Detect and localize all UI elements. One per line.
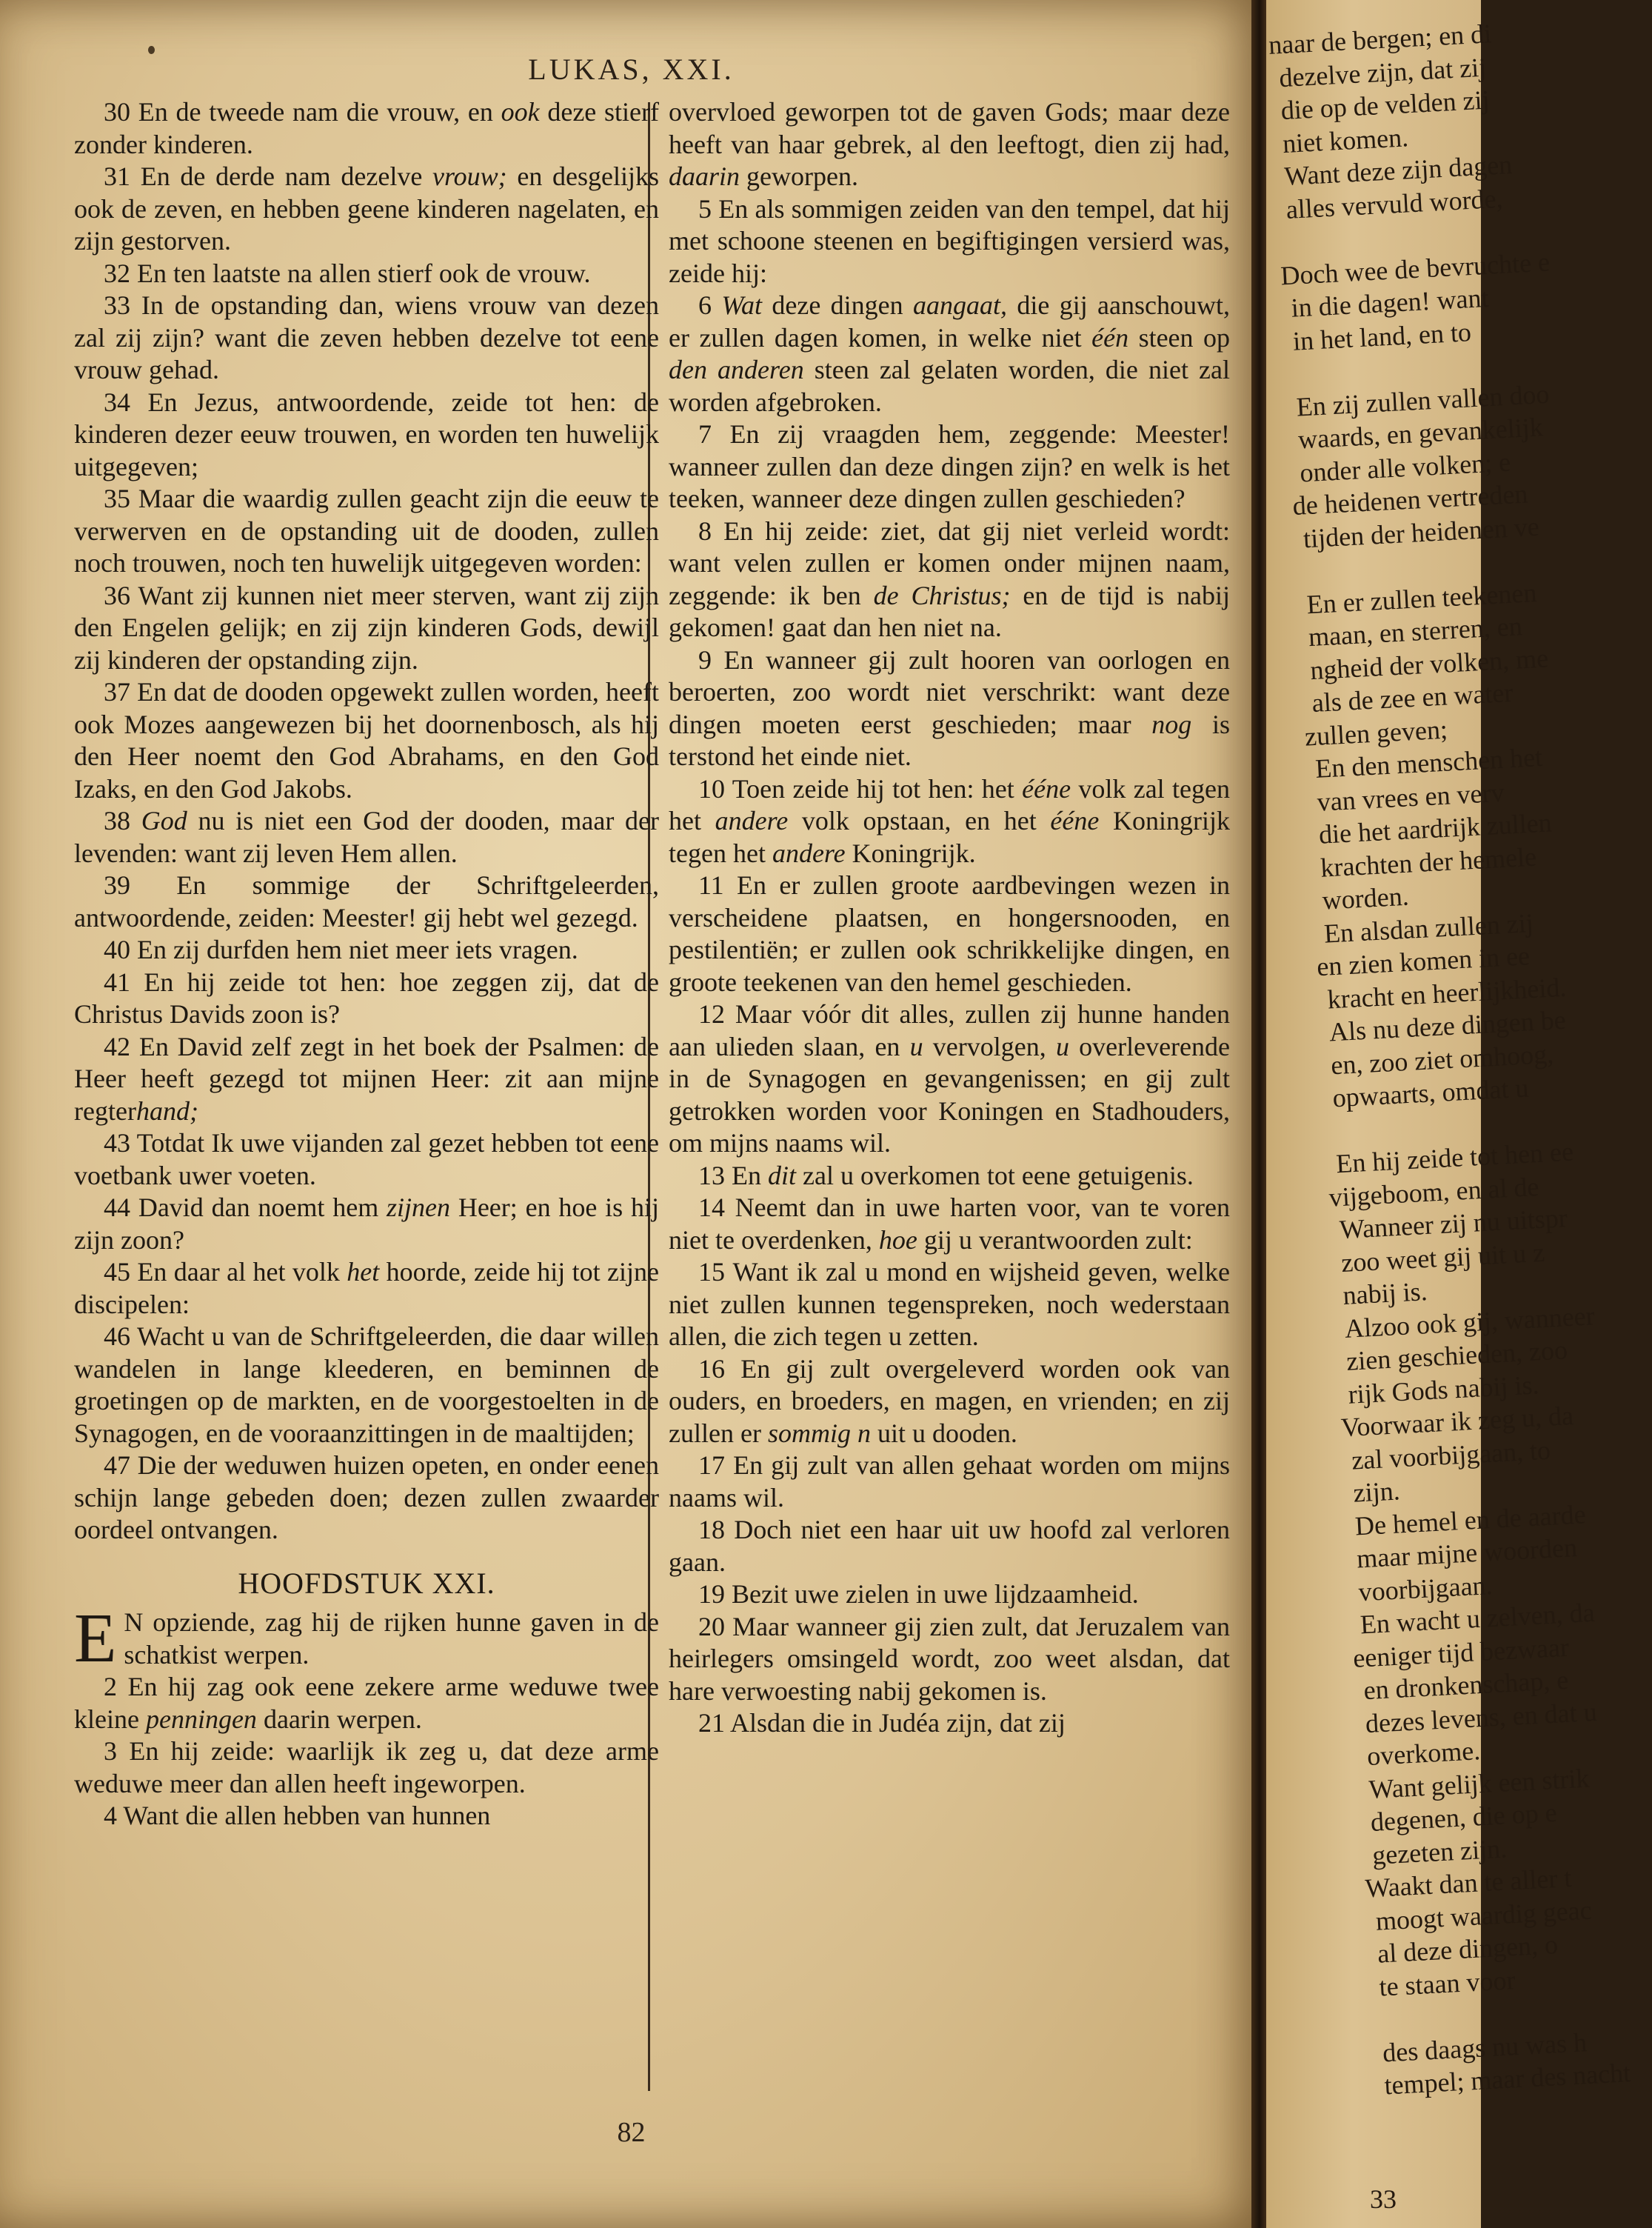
verse-text: God nu is niet een God der dooden, maar der levenden: want zij leven Hem allen.: [74, 806, 659, 868]
verse: [74, 805, 659, 870]
verse-text: Toen zeide hij tot hen: het ééne volk zal tegen het andere volk opstaan, en het ééne Koningrijk tegen het andere Koningrijk.: [669, 773, 1230, 868]
verse: [74, 1031, 659, 1128]
verse-number: 6: [698, 290, 712, 320]
verse-text: overvloed geworpen tot de gaven Gods; maar deze heeft van haar gebrek, al den leeftogt, dien zij had, daarin geworpen.: [669, 97, 1230, 191]
right-page-line: rijk Gods nabij is.: [1347, 1369, 1540, 1410]
verse-text: En als sommigen zeiden van den tempel, dat hij met schoone steenen en begiftigingen versierd was, zeide hij:: [669, 193, 1230, 288]
verse-text: En zij durfden hem niet meer iets vragen.: [137, 935, 578, 964]
verse: [669, 1578, 1230, 1611]
verse-text: En wanneer gij zult hooren van oorlogen en beroerten, zoo wordt niet verschrikt: want deze dingen moeten eerst geschieden; maar nog is terstond het einde niet.: [669, 644, 1230, 771]
verse-number: 14: [698, 1193, 725, 1222]
verse: [74, 290, 659, 387]
verse-text: Want zij kunnen niet meer sterven, want zij zijn den Engelen gelijk; en zij zijn kinderen Gods, dewijl zij kinderen der opstanding zijn.: [74, 580, 659, 675]
verse-text: Alsdan die in Judéa zijn, dat zij: [730, 1708, 1066, 1738]
verse: [669, 1256, 1230, 1353]
verse: [74, 1256, 659, 1321]
right-page-line: zal voorbijgaan, to: [1351, 1435, 1551, 1475]
running-head: LUKAS, XXI.: [528, 53, 735, 86]
right-page-line: Als nu deze dingen be: [1328, 1004, 1567, 1047]
right-page-line: naar de bergen; en di: [1268, 19, 1493, 60]
verse-text: En hij zeide: waarlijk ik zeg u, dat deze arme weduwe meer dan allen heeft ingeworpen.: [74, 1736, 659, 1798]
verse: [74, 967, 659, 1031]
verse-text: En de tweede nam die vrouw, en ook deze stierf zonder kinderen.: [74, 97, 660, 159]
verse-text: En hij zag ook eene zekere arme weduwe twee kleine penningen daarin werpen.: [74, 1672, 659, 1734]
right-page-line: al deze dingen, o: [1377, 1930, 1559, 1969]
verse-text: Maar vóór dit alles, zullen zij hunne handen aan ulieden slaan, en u vervolgen, u overleverende in de Synagogen en gevangenissen; en gij zult getrokken worden voor Koningen en Stadhouders, om mijns naams wil.: [669, 999, 1231, 1158]
right-page-line: En hij zeide tot hen ee: [1335, 1136, 1574, 1179]
verse-text: Doch niet een haar uit uw hoofd zal verloren gaan.: [669, 1515, 1230, 1577]
right-page-line: tijden der heidenen ve: [1302, 511, 1540, 553]
verse: [74, 580, 659, 677]
book-gutter: [1251, 0, 1268, 2228]
verse-text: David dan noemt hem zijnen Heer; en hoe is hij zijn zoon?: [74, 1193, 660, 1255]
verse: [74, 1192, 659, 1256]
verse: [669, 870, 1230, 998]
verse-number: 31: [104, 161, 130, 191]
right-page-line: En er zullen teekenen: [1305, 577, 1538, 619]
verse-text: Want die allen hebben van hunnen: [123, 1801, 491, 1830]
verse-text: Totdat Ik uwe vijanden zal gezet hebben tot eene voetbank uwer voeten.: [74, 1128, 659, 1190]
right-page-line: zoo weet gij uit u z: [1340, 1237, 1545, 1278]
verse-number: 46: [104, 1321, 130, 1351]
right-page-line: vijgeboom, en al de: [1328, 1171, 1540, 1213]
verse-number: 45: [104, 1257, 130, 1287]
verse-number: 13: [698, 1160, 725, 1190]
right-page-line: moogt waardig geac: [1374, 1895, 1593, 1936]
right-page-line: gezeten zijn.: [1371, 1832, 1508, 1870]
verse: [669, 1514, 1230, 1578]
verse-number: 7: [698, 419, 712, 449]
verse-text: En hij zeide: ziet, dat gij niet verleid wordt: want velen zullen er komen onder mijnen naam, zeggende: ik ben de Christus; en de tijd is nabij gekomen! gaat dan hen niet na.: [669, 516, 1230, 642]
verse: [669, 1611, 1230, 1708]
verse: [74, 1735, 659, 1800]
right-page-line: Wanneer zij nu uitspr: [1338, 1203, 1568, 1245]
verse-text: Die der weduwen huizen opeten, en onder eenen schijn lange gebeden doen; dezen zullen zwaarder oordeel ontvangen.: [74, 1450, 660, 1544]
verse-number: 17: [698, 1450, 725, 1480]
right-page-line: Want deze zijn dagen: [1283, 149, 1514, 192]
page-number: 82: [617, 2117, 646, 2148]
verse-text: Wat deze dingen aangaat, die gij aanschouwt, er zullen dagen komen, in welke niet één steen op den anderen steen zal gelaten worden, die niet zal worden afgebroken.: [669, 290, 1231, 417]
right-page-line: als de zee en water: [1311, 677, 1514, 718]
right-page-line: niet komen.: [1282, 121, 1409, 159]
right-page-line: en, zoo ziet omhoog,: [1330, 1038, 1554, 1080]
verse-number: 40: [104, 935, 130, 964]
verse: [74, 258, 659, 290]
right-page-line: Alzoo ook gij, wanneer: [1343, 1300, 1596, 1344]
verse-text: En gij zult van allen gehaat worden om mijns naams wil.: [669, 1450, 1231, 1512]
verse-number: 10: [698, 773, 725, 804]
verse: [74, 387, 659, 484]
verse: [74, 483, 659, 580]
verse: [74, 1321, 659, 1450]
ink-spot: [148, 46, 155, 54]
verse-text: En hij zeide tot hen: hoe zeggen zij, dat de Christus Davids zoon is?: [74, 967, 659, 1029]
right-page-line: zullen geven;: [1304, 714, 1448, 752]
right-page-line: in die dagen! want: [1290, 282, 1490, 323]
right-page-line: En zij zullen vallen doo: [1295, 378, 1551, 422]
verse: [669, 516, 1230, 644]
right-column: [669, 96, 1230, 1740]
verse-text: En zij vraagden hem, zeggende: Meester! wanneer zullen dan deze dingen zijn? en welk is het teeken, wanneer deze dingen zullen geschieden?: [669, 419, 1230, 513]
right-page-line: voorbijgaan.: [1357, 1570, 1494, 1607]
right-page-line: die het aardrijk zullen: [1318, 807, 1553, 850]
verse-text: En dat de dooden opgewekt zullen worden, heeft ook Mozes aangewezen bij het doornenbosch, als hij den Heer noemt den God Abrahams, en den God Izaks, en den God Jakobs.: [74, 677, 659, 804]
verse-number: 8: [698, 516, 712, 546]
verse-text: En sommige der Schriftgeleerden, antwoordende, zeiden: Meester! gij hebt wel gezegd.: [74, 870, 659, 933]
verse-text: Maar wanneer gij zien zult, dat Jeruzalem van heirlegers omsingeld wordt, zoo weet alsdan, dat hare verwoesting nabij gekomen is.: [669, 1611, 1231, 1706]
verse: [669, 96, 1230, 193]
verse-number: 3: [104, 1736, 117, 1766]
right-page-line: degenen, die op e: [1369, 1797, 1558, 1837]
right-page-line: kracht en heerlijkheid.: [1326, 972, 1568, 1014]
verse-number: 38: [104, 806, 130, 836]
right-page-line: Want gelijk een strik: [1368, 1762, 1591, 1804]
verse: [74, 96, 659, 161]
verse: [74, 161, 659, 258]
verse-text: In de opstanding dan, wiens vrouw van dezen zal zij zijn? want die zeven hebben dezelve tot eene vrouw gehad.: [74, 290, 660, 384]
verse: [74, 1800, 659, 1832]
verse-number: 37: [104, 677, 130, 707]
chapter-first-verse: [74, 1600, 659, 1677]
right-page-line: onder alle volken; e: [1299, 447, 1511, 487]
verse-text: En daar al het volk het hoorde, zeide hij tot zijne discipelen:: [74, 1257, 660, 1319]
right-page-line: ngheid der volken, me: [1309, 642, 1549, 685]
chapter-heading: HOOFDSTUK XXI.: [238, 1566, 495, 1600]
right-page-line: En alsdan zullen zij: [1323, 907, 1534, 949]
right-page-number: 33: [1370, 2184, 1397, 2214]
right-page-line: maar mijne woorden: [1356, 1532, 1578, 1574]
verse-text: Maar die waardig zullen geacht zijn die eeuw te verwerven en de opstanding uit de dooden, zullen noch trouwen, noch ten huwelijk uitgegeven worden:: [74, 484, 659, 578]
verse-number: 11: [698, 870, 724, 900]
right-page-line: dezelve zijn, dat zij: [1278, 52, 1488, 93]
verse-text: En de derde nam dezelve vrouw; en desgelijks ook de zeven, en hebben geene kinderen nagelaten, en zijn gestorven.: [74, 161, 660, 256]
verse: [669, 998, 1230, 1160]
right-page-line: die op de velden zij: [1280, 84, 1491, 126]
right-page-line: worden.: [1321, 881, 1410, 915]
verse: [669, 418, 1230, 516]
verse: [669, 1450, 1230, 1514]
verse-number: 34: [104, 387, 130, 417]
verse: [669, 1353, 1230, 1450]
verse-number: 36: [104, 580, 130, 610]
verse-text: N opziende, zag hij de rijken hunne gaven in de schatkist werpen.: [124, 1607, 659, 1670]
verse: [669, 193, 1230, 290]
verse-text: En er zullen groote aardbevingen wezen in verscheidene plaatsen, en hongersnooden, en pestilentiën; er zullen ook schrikkelijke dingen, en groote teekenen van den hemel geschieden.: [669, 870, 1230, 997]
right-page-line: zien geschieden, zoo: [1345, 1335, 1568, 1376]
right-page: [1266, 0, 1632, 2228]
verse-number: 30: [104, 97, 130, 127]
verse-number: 21: [698, 1708, 725, 1738]
verse-number: 35: [104, 484, 130, 513]
verse-number: 19: [698, 1579, 725, 1609]
verse-text: En gij zult overgeleverd worden ook van ouders, en broeders, en magen, en vrienden; en zij zullen er sommig n uit u dooden.: [669, 1353, 1230, 1448]
right-page-line: En den menschen het: [1314, 741, 1543, 784]
verse: [669, 1192, 1230, 1256]
verse-number: 15: [698, 1257, 725, 1287]
drop-cap: E: [74, 1600, 117, 1677]
verse-text: Neemt dan in uwe harten voor, van te voren niet te overdenken, hoe gij u verantwoorden zult:: [669, 1193, 1231, 1255]
verse-text: Bezit uwe zielen in uwe lijdzaamheid.: [732, 1579, 1139, 1609]
verse-number: 44: [104, 1193, 130, 1222]
right-page-line: te staan voor: [1378, 1964, 1516, 2002]
verse-text: En ten laatste na allen stierf ook de vrouw.: [137, 258, 591, 288]
verse-number: 20: [698, 1611, 725, 1641]
right-page-line: alles vervuld worde,: [1285, 183, 1504, 224]
verse: [74, 934, 659, 967]
right-page-line: opwaarts, omdat u: [1331, 1073, 1530, 1113]
verse-number: 12: [698, 999, 725, 1029]
right-page-line: in het land, en to: [1292, 316, 1472, 356]
verse-number: 32: [104, 258, 130, 288]
right-page-line: De hemel en de aarde: [1354, 1498, 1587, 1541]
verse-number: 43: [104, 1128, 130, 1158]
verse-number: 41: [104, 967, 130, 997]
verse: [669, 290, 1230, 418]
verse: [669, 1707, 1230, 1740]
verse-text: En Jezus, antwoordende, zeide tot hen: de kinderen dezer eeuw trouwen, en worden ten huwelijk uitgegeven;: [74, 387, 660, 481]
verse: [74, 1450, 659, 1547]
verse-number: 5: [698, 193, 712, 224]
right-page-line: eeniger tijd bezwaar: [1352, 1632, 1570, 1673]
verse: [669, 644, 1230, 773]
verse-number: 33: [104, 290, 130, 320]
verse-text: En David zelf zegt in het boek der Psalmen: de Heer heeft gezegd tot mijnen Heer: zit aan mijne regterhand;: [74, 1031, 660, 1126]
right-page-line: Waakt dan te aller t: [1364, 1862, 1573, 1904]
verse-number: 42: [104, 1031, 130, 1061]
verse-number: 39: [104, 870, 130, 900]
verse-number: 16: [698, 1353, 725, 1384]
verse-text: Wacht u van de Schriftgeleerden, die daar willen wandelen in lange kleederen, en beminnen de groetingen op de markten, en de voorgestoelten in de Synagogen, en de vooraanzittingen in de maaltijden;: [74, 1321, 659, 1448]
right-page-line: maan, en sterren, en: [1308, 611, 1523, 653]
verse-number: 2: [104, 1672, 117, 1701]
right-page-line: en zien komen in ee: [1316, 941, 1531, 982]
verse: [669, 773, 1230, 870]
right-page-line: nabij is.: [1342, 1276, 1428, 1310]
verse: [669, 1160, 1230, 1193]
right-page-line: Voorwaar ik zeg u, da: [1340, 1400, 1574, 1443]
right-page-line: van vrees en verv: [1316, 777, 1505, 817]
right-page-line: waards, en gevankelijk: [1297, 412, 1544, 455]
right-page-line: En wacht u zelven, da: [1359, 1597, 1596, 1640]
left-column: [74, 96, 659, 1832]
verse-number: 9: [698, 644, 712, 675]
right-page-text: [1266, 0, 1632, 2225]
right-page-line: krachten der hemele: [1320, 841, 1537, 883]
verse: [74, 870, 659, 934]
right-page-line: overkome.: [1366, 1735, 1482, 1772]
right-page-line: zijn.: [1352, 1475, 1401, 1508]
verse-number: 47: [104, 1450, 130, 1480]
right-page-line: tempel; maar des nacht: [1383, 2058, 1632, 2101]
verse-text: En dit zal u overkomen tot eene getuigenis.: [732, 1160, 1194, 1190]
right-page-line: en dronkenschap, e: [1362, 1664, 1570, 1706]
right-page-line: Doch wee de bevruchte e: [1280, 246, 1551, 290]
verse-text: Want ik zal u mond en wijsheid geven, welke niet zullen kunnen tegenspreken, noch wederstaan allen, die zich tegen u zetten.: [669, 1257, 1230, 1351]
verse: [74, 676, 659, 805]
right-page-line: dezes levens, en dat u: [1364, 1696, 1598, 1738]
verse: [74, 1127, 659, 1192]
verse-number: 4: [104, 1801, 117, 1830]
right-page-line: de heidenen vertreden: [1291, 478, 1529, 521]
verse-number: 18: [698, 1515, 725, 1544]
right-page-line: des daags nu was h: [1382, 2027, 1588, 2068]
verse: [74, 1671, 659, 1735]
